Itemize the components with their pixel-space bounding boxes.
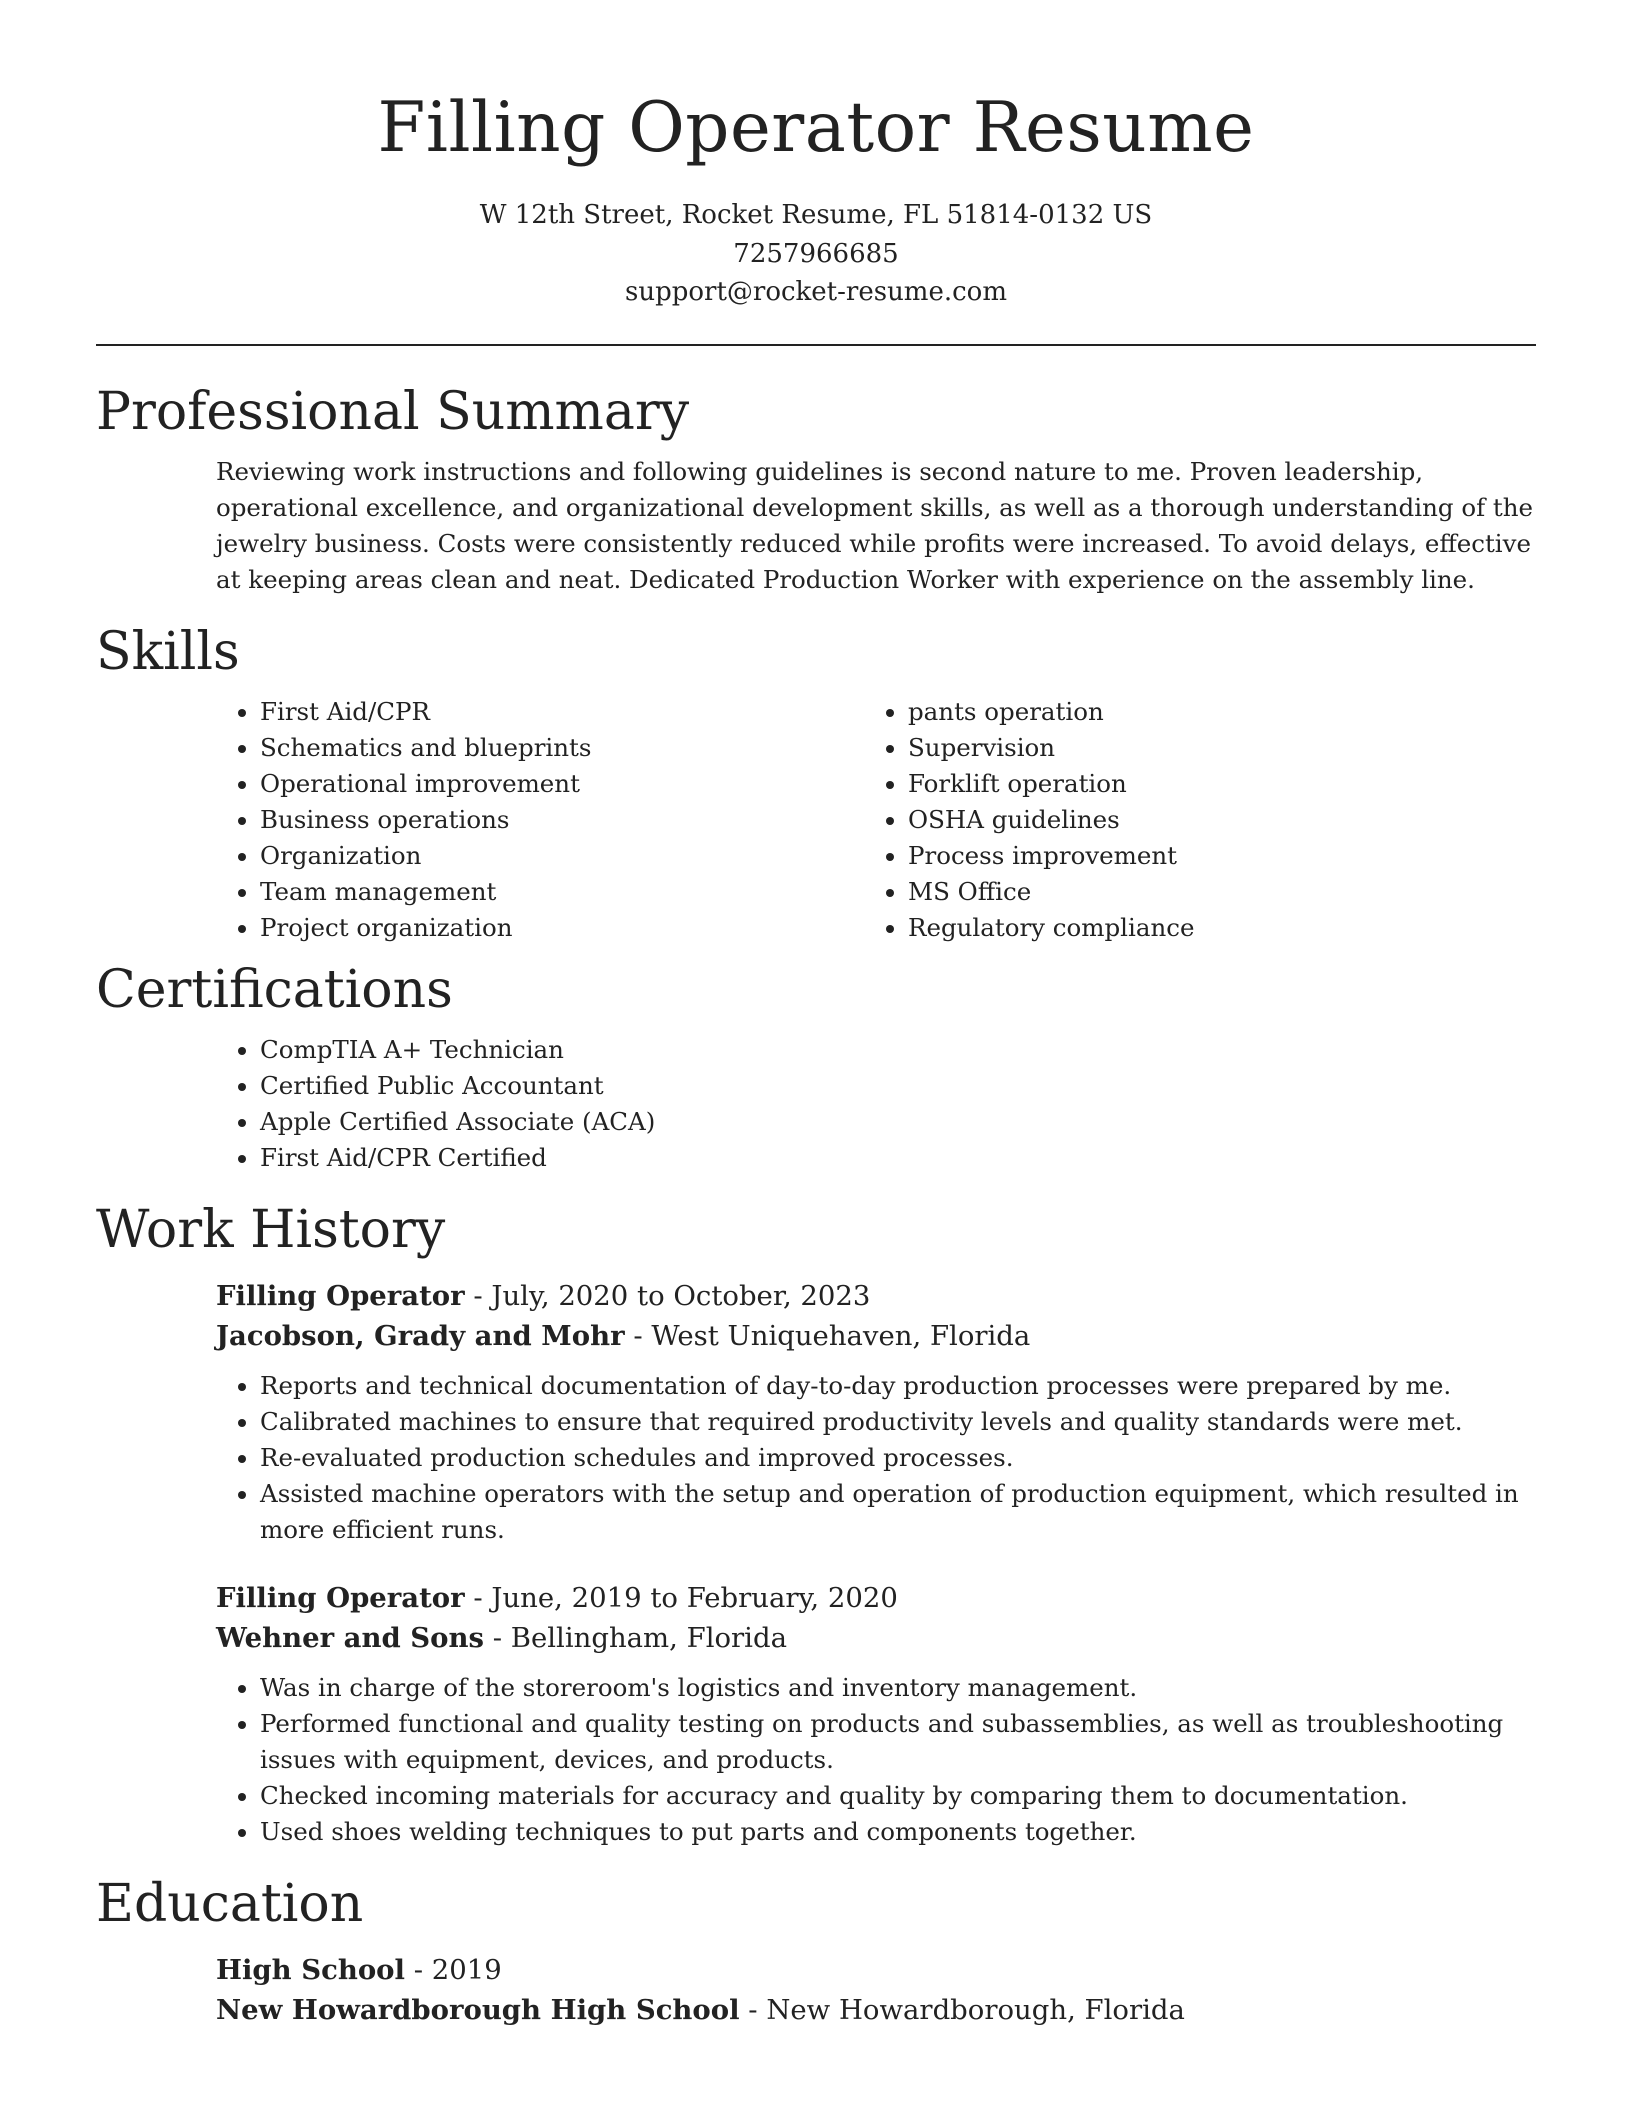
job-bullet: • Assisted machine operators with the setup and operation of production equipment, which resulted in more efficient runs. (260, 1476, 1536, 1548)
skill-item: • Organization (260, 838, 864, 874)
contact-info (96, 196, 1536, 312)
education-entry (216, 1950, 1536, 2030)
job-bullets (216, 1368, 1536, 1548)
job-bullet: • Was in charge of the storeroom's logistics and inventory management. (260, 1670, 1536, 1706)
resume-header (96, 0, 1536, 312)
education-school: New Howardborough High School (216, 1993, 740, 2026)
skill-item: • OSHA guidelines (908, 802, 1536, 838)
skill-item: • Team management (260, 874, 864, 910)
job-bullet: • Reports and technical documentation of day-to-day production processes were prepared by me. (260, 1368, 1536, 1404)
job-title: Filling Operator (216, 1581, 465, 1614)
job-location: - West Uniquehaven, Florida (624, 1319, 1031, 1352)
job-title-line (216, 1276, 1536, 1316)
education-degree: High School (216, 1953, 405, 1986)
job-bullet: • Used shoes welding techniques to put parts and components together. (260, 1814, 1536, 1850)
job-company-line (216, 1618, 1536, 1658)
education-location: - New Howardborough, Florida (739, 1993, 1185, 2026)
skills-list (216, 694, 1536, 946)
job-title-line (216, 1578, 1536, 1618)
job-location: - Bellingham, Florida (483, 1621, 787, 1654)
job-dates: - July, 2020 to October, 2023 (464, 1279, 871, 1312)
education-school-line (216, 1990, 1536, 2030)
job-company: Jacobson, Grady and Mohr (216, 1319, 625, 1352)
skills-column-right (864, 694, 1536, 946)
skill-item: • Schematics and blueprints (260, 730, 864, 766)
skill-item: • Supervision (908, 730, 1536, 766)
work-history-heading: Work History (96, 1199, 446, 1260)
skill-item: • Project organization (260, 910, 864, 946)
skill-item: • Business operations (260, 802, 864, 838)
skill-item: • Regulatory compliance (908, 910, 1536, 946)
summary-heading: Professional Summary (96, 381, 690, 442)
job-bullet: • Performed functional and quality testing on products and subassemblies, as well as troubleshooting issues with equipment, devices, and products. (260, 1706, 1536, 1778)
job-bullet: • Checked incoming materials for accuracy and quality by comparing them to documentation. (260, 1778, 1536, 1814)
job-entry (216, 1578, 1536, 1850)
contact-phone: 7257966685 (733, 238, 899, 269)
skills-column-left (216, 694, 864, 946)
job-company-line (216, 1316, 1536, 1356)
certification-item: • Apple Certified Associate (ACA) (260, 1104, 1536, 1140)
job-title: Filling Operator (216, 1279, 465, 1312)
skill-item: • Operational improvement (260, 766, 864, 802)
skill-item: • First Aid/CPR (260, 694, 864, 730)
skill-item: • Forklift operation (908, 766, 1536, 802)
education-year: - 2019 (404, 1953, 502, 1986)
skill-item: • MS Office (908, 874, 1536, 910)
header-divider (96, 344, 1536, 346)
skills-heading: Skills (96, 621, 240, 682)
education-degree-line (216, 1950, 1536, 1990)
job-bullets (216, 1670, 1536, 1850)
certification-item: • CompTIA A+ Technician (260, 1032, 1536, 1068)
certification-item: • First Aid/CPR Certified (260, 1140, 1536, 1176)
resume-title: Filling Operator Resume (377, 88, 1255, 168)
job-bullet: • Calibrated machines to ensure that required productivity levels and quality standards were met. (260, 1404, 1536, 1440)
job-bullet: • Re-evaluated production schedules and improved processes. (260, 1440, 1536, 1476)
certifications-heading: Certifications (96, 959, 453, 1020)
contact-address: W 12th Street, Rocket Resume, FL 51814-0132 US (479, 200, 1153, 230)
education-heading: Education (96, 1873, 364, 1934)
certifications-list (216, 1032, 1536, 1176)
contact-email: support@rocket-resume.com (624, 277, 1007, 307)
resume-page (96, 0, 1536, 2030)
job-dates: - June, 2019 to February, 2020 (464, 1581, 898, 1614)
skill-item: • Process improvement (908, 838, 1536, 874)
job-entry (216, 1276, 1536, 1548)
summary-text: Reviewing work instructions and following guidelines is second nature to me. Proven leadership, operational excellence, and organizational development skills, as well as a thorough understanding of the jewelry business. Costs were consistently reduced while profits were increased. To avoid delays, effective at keeping areas clean and neat. Dedicated Production Worker with experience on the assembly line. (216, 456, 1534, 594)
skill-item: • pants operation (908, 694, 1536, 730)
job-company: Wehner and Sons (216, 1621, 484, 1654)
certification-item: • Certified Public Accountant (260, 1068, 1536, 1104)
